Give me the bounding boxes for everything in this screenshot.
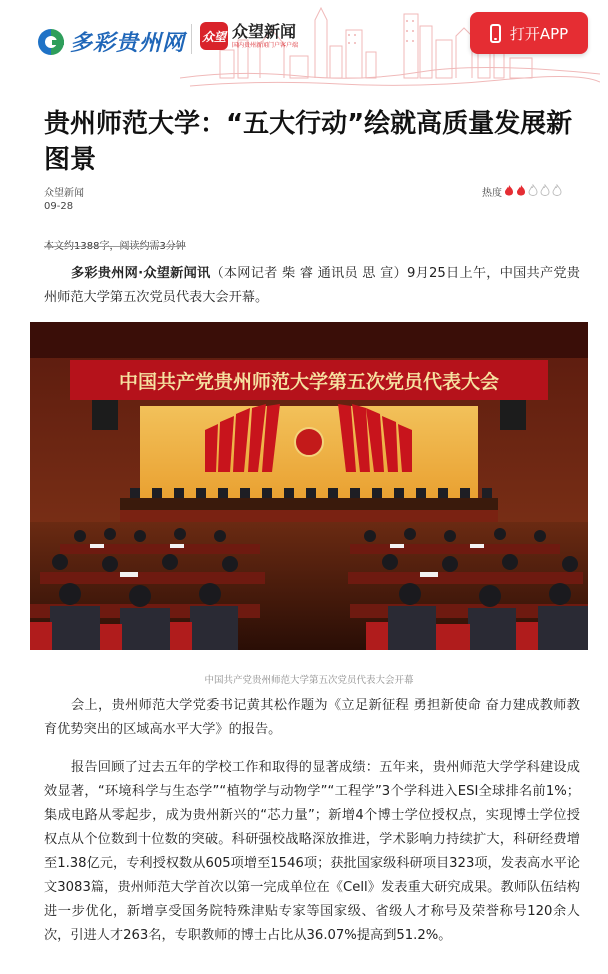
logo-divider [191, 24, 192, 54]
heat-rating [482, 184, 562, 199]
zhongwang-logo-icon: 众望 [200, 22, 228, 50]
word-count-note: 本文约1388字，阅读约需3分钟 [44, 241, 186, 252]
zhongwang-news-logo[interactable] [200, 22, 298, 50]
duocai-logo-icon [38, 29, 64, 55]
flame-filled-icon [516, 184, 526, 196]
app-name: 众望新闻 [232, 21, 297, 41]
presidium-table [120, 498, 498, 510]
duocai-guizhou-logo[interactable] [38, 26, 185, 57]
phone-icon [490, 24, 501, 43]
lead-source: 多彩贵州网·众望新闻讯 [71, 266, 211, 281]
flame-empty-icon [540, 184, 550, 196]
speaker-right [500, 400, 526, 430]
paragraph-achievements: 报告回顾了过去五年的学校工作和取得的显著成绩：五年来，贵州师范大学学科建设成效显著，“环境科学与生态学”“植物学与动物学”“工程学”3个学科进入ESI全球排名前1%；集成电路从零起步，成为贵州新兴的“芯力量”；新增4个博士学位授权点，实现博士学位授权点从个位数到十位数的突破。科研强校战略深放推进，学术影响力持续扩大，科研经费增至1.38亿元，专利授权数从605项增至1546项；获批国家级科研项目323项，发表高水平论文3083篇，贵州师范大学首次以第一完成单位在《Cell》发表重大研究成果。教师队伍结构进一步优化，新增享受国务院特殊津贴专家等国家级、省级人才称号及荣誉称号120余人次，引进人才263名，专职教师的博士占比从36.07%提高到51.2%。 [44, 760, 580, 943]
party-emblem [295, 428, 323, 456]
hall-ceiling [30, 322, 588, 358]
flame-empty-icon [528, 184, 538, 196]
lead-text: （本网记者 柴 睿 通讯员 思 宣）9月25日上午，中国共产党贵州师范大学第五次党员代表大会开幕。 [44, 266, 580, 305]
flame-empty-icon [552, 184, 562, 196]
congress-photo[interactable] [30, 322, 588, 650]
article-date: 09-28 [44, 201, 74, 212]
photo-caption: 中国共产党贵州师范大学第五次党员代表大会开幕 [204, 675, 414, 686]
site-name: 多彩贵州网 [70, 30, 186, 56]
presidium-table-front [120, 510, 498, 524]
open-app-button[interactable] [470, 12, 588, 54]
heat-flames [502, 184, 562, 199]
lead-paragraph [44, 262, 580, 310]
article-source: 众望新闻 [44, 188, 84, 199]
hall-banner-text: 中国共产党贵州师范大学第五次党员代表大会 [118, 371, 500, 393]
heat-label: 热度 [482, 188, 502, 199]
flame-filled-icon [504, 184, 514, 196]
article-title: 贵州师范大学：“五大行动”绘就高质量发展新图景 [44, 109, 573, 175]
speaker-left [92, 400, 118, 430]
app-header [0, 0, 608, 90]
open-app-label: 打开APP [509, 24, 569, 43]
app-slogan: 国内贵州新闻门户客户端 [232, 41, 299, 49]
paragraph-report: 会上，贵州师范大学党委书记黄其松作题为《立足新征程 勇担新使命 奋力建成教师教育优势突出的区域高水平大学》的报告。 [44, 698, 580, 737]
